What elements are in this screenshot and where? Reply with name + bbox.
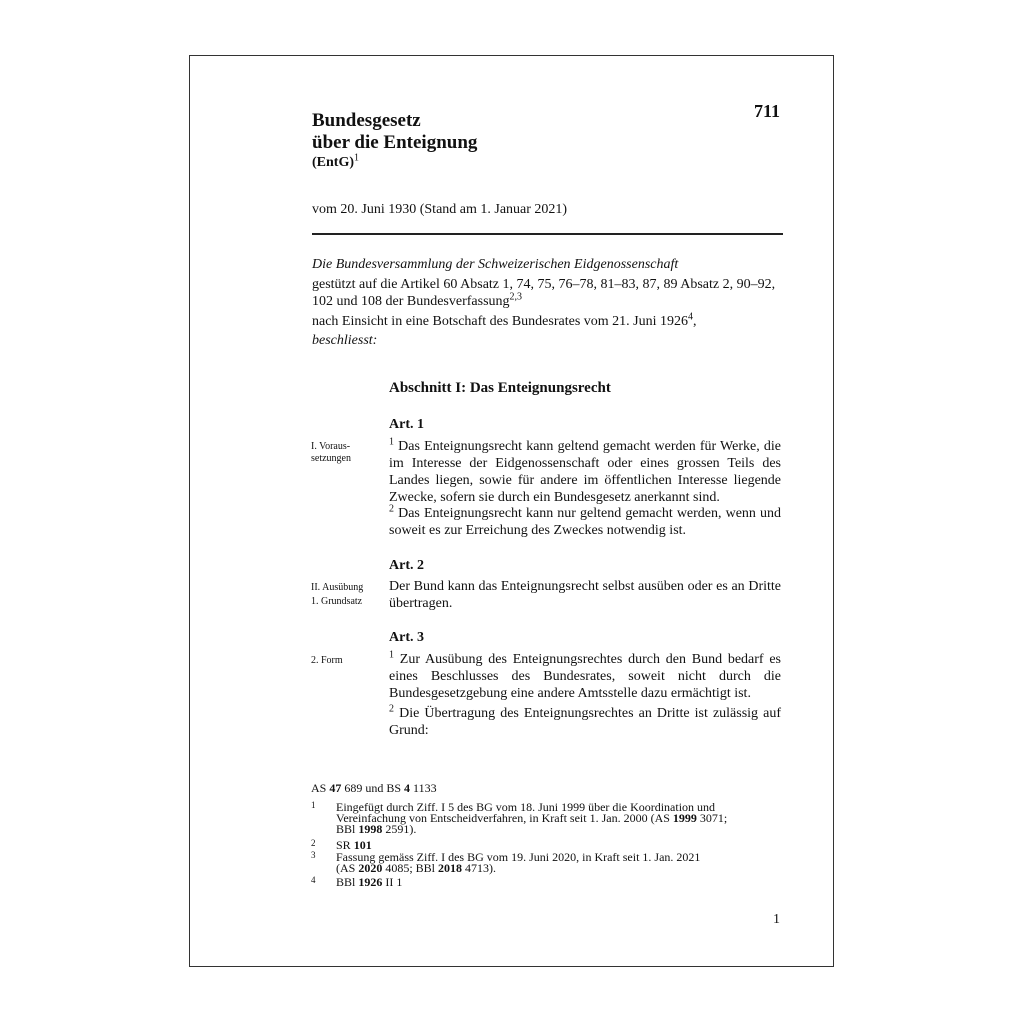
paragraph-text: Das Enteignungsrecht kann nur geltend gemacht werden, wenn und soweit es zur Erreichung des Zweckes notwendig ist. (389, 506, 782, 538)
footnote-line: Eingefügt durch Ziff. I 5 des BG vom 18. Juni 1999 über die Koordination und (336, 800, 716, 814)
margin-note-line: 1. Grundsatz (311, 596, 363, 607)
article-3-title: Art. 3 (389, 630, 424, 645)
preamble-basis-text: 102 und 108 der Bundesverfassung (312, 294, 510, 309)
margin-note-line: II. Ausübung (311, 582, 364, 593)
paragraph-number: 2 (389, 503, 394, 515)
footnote-ref-1[interactable]: 1 (354, 152, 359, 164)
preamble-authority: Die Bundesversammlung der Schweizerischen Eidgenossenschaft (312, 257, 679, 272)
preamble-resolves: beschliesst: (312, 333, 378, 348)
margin-note-line: 2. Form (311, 655, 343, 666)
article-1-margin-note (311, 441, 385, 465)
section-heading: Abschnitt I: Das Enteignungsrecht (389, 380, 611, 396)
paragraph-number: 1 (389, 649, 394, 661)
article-2-margin-note (311, 581, 385, 609)
footnote-line: BBl 1998 2591). (336, 822, 417, 836)
sr-number: 711 (753, 101, 780, 121)
footnote-number: 4 (311, 875, 316, 885)
law-title (312, 110, 477, 154)
article-3-paragraph-2 (389, 705, 781, 739)
source-bold: 4 (404, 781, 411, 795)
paragraph-text: Der Bund kann das Enteignungsrecht selbst ausüben oder es an Dritte übertragen. (389, 579, 781, 611)
paragraph-text: Die Übertragung des Enteignungsrechtes an Dritte ist zulässig auf Grund: (389, 706, 782, 738)
footnote-ref-2-3[interactable]: 2,3 (509, 291, 523, 303)
source-text: 1133 (410, 781, 437, 795)
footnote-line: (AS 2020 4085; BBl 2018 4713). (336, 861, 497, 875)
footnote-text: BBl 1926 II 1 (336, 875, 403, 889)
margin-note-line: setzungen (311, 453, 351, 464)
paragraph-number: 2 (389, 703, 394, 715)
footnote-ref-4[interactable]: 4 (688, 311, 693, 323)
paragraph-number: 1 (389, 436, 394, 448)
article-1-paragraph-2 (389, 505, 781, 539)
footnote-line: Vereinfachung von Entscheidverfahren, in Kraft seit 1. Jan. 2000 (AS 1999 3071; (336, 811, 728, 825)
abbr-text: (EntG) (312, 155, 354, 170)
footnote-text (336, 802, 776, 835)
footnote-number: 1 (311, 800, 316, 810)
source-text: AS (311, 781, 330, 795)
footnote-text (336, 852, 776, 874)
article-3-margin-note (311, 655, 385, 667)
footnote-number: 3 (311, 850, 316, 860)
article-1-title: Art. 1 (389, 417, 424, 432)
date-line: vom 20. Juni 1930 (Stand am 1. Januar 2021) (312, 202, 568, 217)
preamble-message (312, 313, 783, 330)
preamble-basis (312, 276, 783, 310)
source-text: 689 und BS (341, 781, 405, 795)
title-divider (312, 233, 783, 235)
preamble-basis-line2 (312, 293, 783, 310)
article-2-title: Art. 2 (389, 558, 424, 573)
article-1-paragraph-1 (389, 438, 781, 506)
title-line-1: Bundesgesetz (312, 110, 421, 131)
paragraph-text: Das Enteignungsrecht kann geltend gemacht werden für Werke, die im Interesse der Eidgenossenschaft oder eines grossen Teils des Landes liegen, sowie für andere im öffentlichen Interesse liegende Zwecke, sofern sie durch ein Bundesgesetz anerkannt sind. (389, 439, 781, 505)
source-line (311, 783, 437, 794)
article-2-paragraph-1 (389, 578, 781, 612)
footnote-line: Fassung gemäss Ziff. I des BG vom 19. Juni 2020, in Kraft seit 1. Jan. 2021 (336, 850, 701, 864)
preamble-message-text: nach Einsicht in eine Botschaft des Bundesrates vom 21. Juni 1926 (312, 314, 688, 329)
preamble-basis-line1: gestützt auf die Artikel 60 Absatz 1, 74, 75, 76–78, 81–83, 87, 89 Absatz 2, 90–92, (312, 277, 776, 292)
source-bold: 47 (329, 781, 342, 795)
footnote-number: 2 (311, 838, 316, 848)
law-abbreviation (312, 152, 359, 171)
footnote-text: SR 101 (336, 838, 372, 852)
paragraph-text: Zur Ausübung des Enteignungsrechtes durch den Bund bedarf es eines Beschlusses des Bundesrates, soweit nicht durch die Bundesgesetzgebung eine andere Amtsstelle dazu ermächtigt ist. (389, 652, 782, 701)
preamble-message-end: , (693, 314, 697, 329)
title-line-2: über die Enteignung (312, 132, 478, 153)
article-3-paragraph-1 (389, 651, 781, 702)
page-number: 1 (773, 912, 780, 927)
margin-note-line: I. Voraus- (311, 441, 351, 452)
